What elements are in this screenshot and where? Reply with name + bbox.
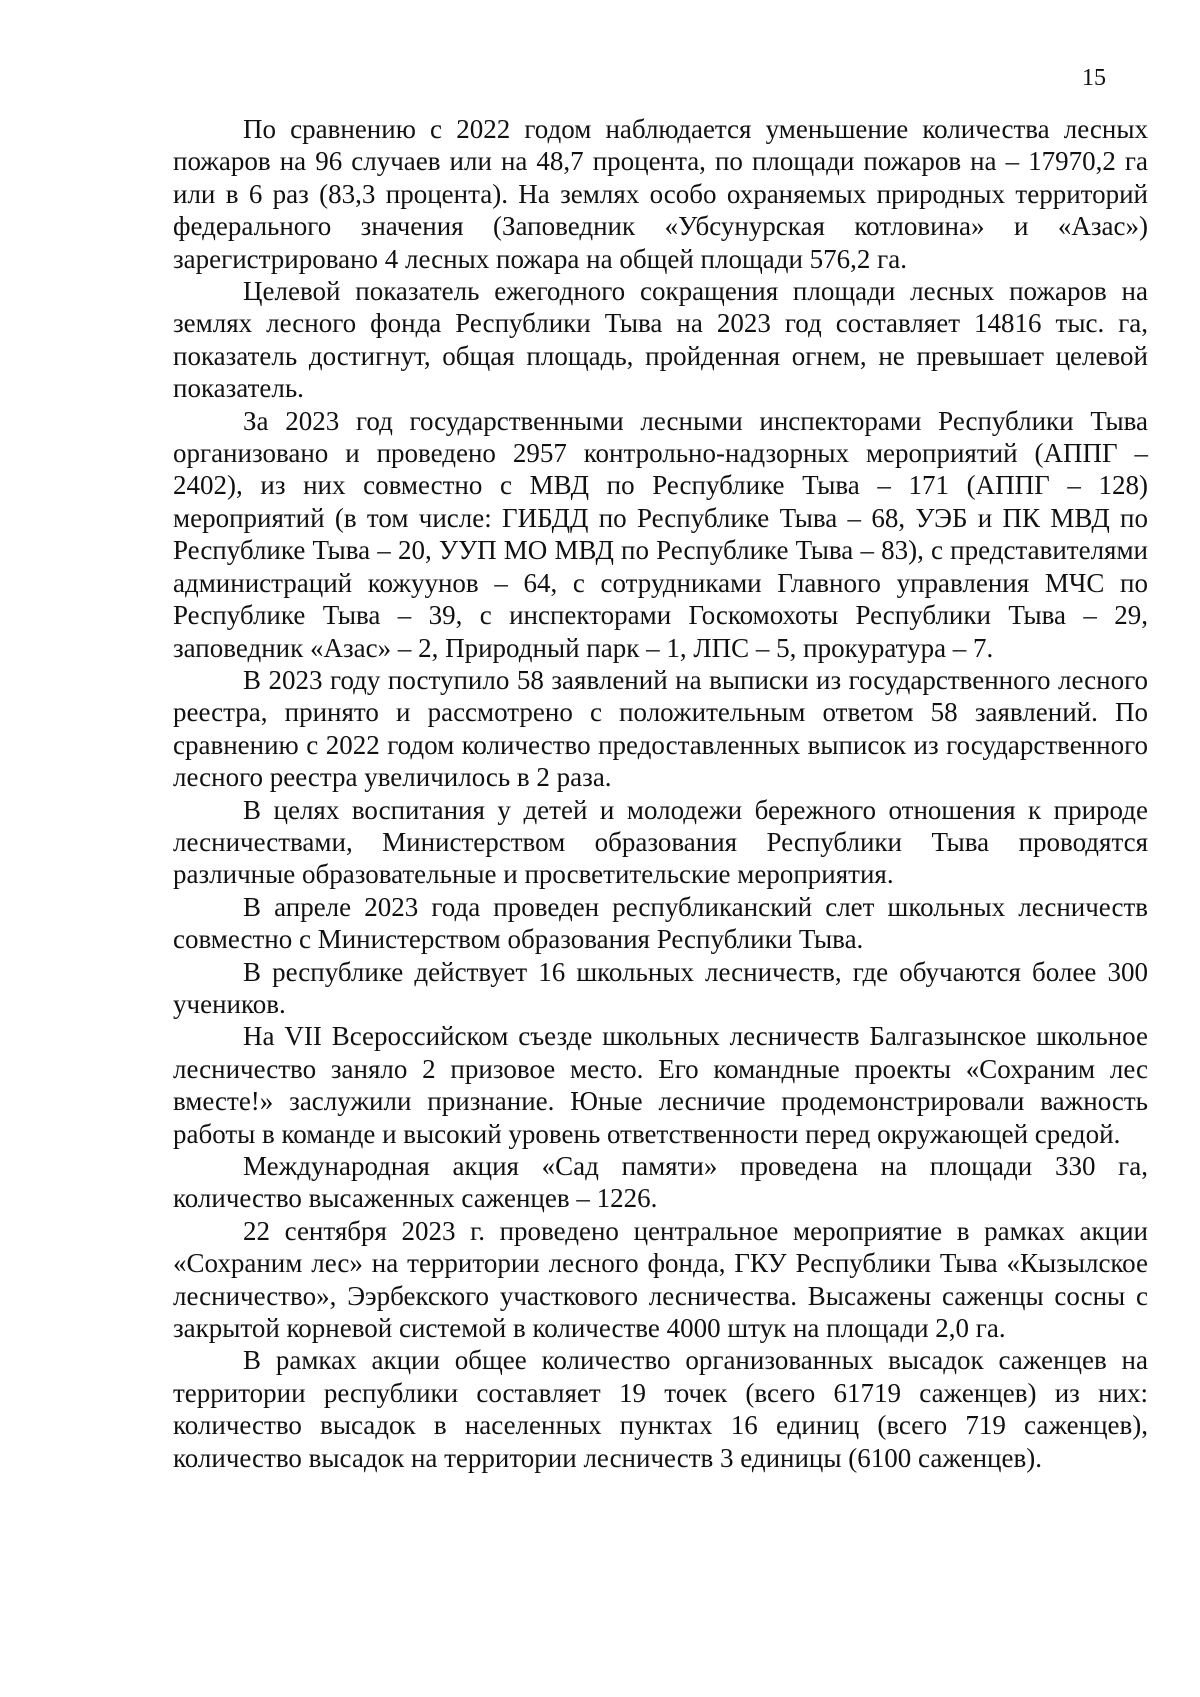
page-number: 15 — [1082, 65, 1106, 91]
paragraph-inspections: За 2023 год государственными лесными инспекторами Республики Тыва организовано и проведено 2957 контрольно-надзорных мероприятий (АППГ – 2402), из них совместно с МВД по Республике Тыва – 171 (АППГ – 128) мероприятий (в том числе: ГИБДД по Республике Тыва – 68, УЭБ и ПК МВД по Республике Тыва – 20, УУП МО МВД по Республике Тыва – 83), с представителями администраций кожуунов – 64, с сотрудниками Главного управления МЧС по Республике Тыва – 39, с инспекторами Госкомохоты Республики Тыва – 29, заповедник «Азас» – 2, Природный парк – 1, ЛПС – 5, прокуратура – 7. — [173, 405, 1148, 663]
paragraph-target-indicator: Целевой показатель ежегодного сокращения площади лесных пожаров на землях лесного фонда Республики Тыва на 2023 год составляет 14816 тыс. га, показатель достигнут, общая площадь, пройденная огнем, не превышает целевой показатель. — [173, 276, 1148, 404]
paragraph-garden-of-memory: Международная акция «Сад памяти» проведена на площади 330 га, количество высаженных саженцев – 1226. — [173, 1151, 1148, 1214]
paragraph-school-rally: В апреле 2023 года проведен республиканский слет школьных лесничеств совместно с Министерством образования Республики Тыва. — [173, 891, 1148, 955]
paragraph-registry-extracts: В 2023 году поступило 58 заявлений на выписки из государственного лесного реестра, принято и рассмотрено с положительным ответом 58 заявлений. По сравнению с 2022 годом количество предоставленных выписок из государственного лесного реестра увеличилось в 2 раза. — [173, 664, 1148, 793]
paragraph-save-forest-event: 22 сентября 2023 г. проведено центральное мероприятие в рамках акции «Сохраним лес» на территории лесного фонда, ГКУ Республики Тыва «Кызылское лесничество», Ээрбекского участкового лесничества. Высажены саженцы сосны с закрытой корневой системой в количестве 4000 штук на площади 2,0 га. — [173, 1215, 1148, 1344]
paragraph-all-russian-congress: На VII Всероссийском съезде школьных лесничеств Балгазынское школьное лесничество заняло 2 призовое место. Его командные проекты «Сохраним лес вместе!» заслужили признание. Юные лесничие продемонстрировали важность работы в команде и высокий уровень ответственности перед окружающей средой. — [173, 1021, 1148, 1149]
paragraph-school-forestries: В республике действует 16 школьных лесничеств, где обучаются более 300 учеников. — [173, 956, 1148, 1019]
document-body — [173, 113, 1148, 1474]
paragraph-education-events: В целях воспитания у детей и молодежи бережного отношения к природе лесничествами, Министерством образования Республики Тыва проводятся различные образовательные и просветительские мероприятия. — [173, 794, 1148, 890]
paragraph-planting-summary: В рамках акции общее количество организованных высадок саженцев на территории республики составляет 19 точек (всего 61719 саженцев) из них: количество высадок в населенных пунктах 16 единиц (всего 719 саженцев), количество высадок на территории лесничеств 3 единицы (6100 саженцев). — [173, 1345, 1148, 1473]
paragraph-forest-fires: По сравнению с 2022 годом наблюдается уменьшение количества лесных пожаров на 96 случаев или на 48,7 процента, по площади пожаров на – 17970,2 га или в 6 раз (83,3 процента). На землях особо охраняемых природных территорий федерального значения (Заповедник «Убсунурская котловина» и «Азас») зарегистрировано 4 лесных пожара на общей площади 576,2 га. — [173, 114, 1148, 274]
